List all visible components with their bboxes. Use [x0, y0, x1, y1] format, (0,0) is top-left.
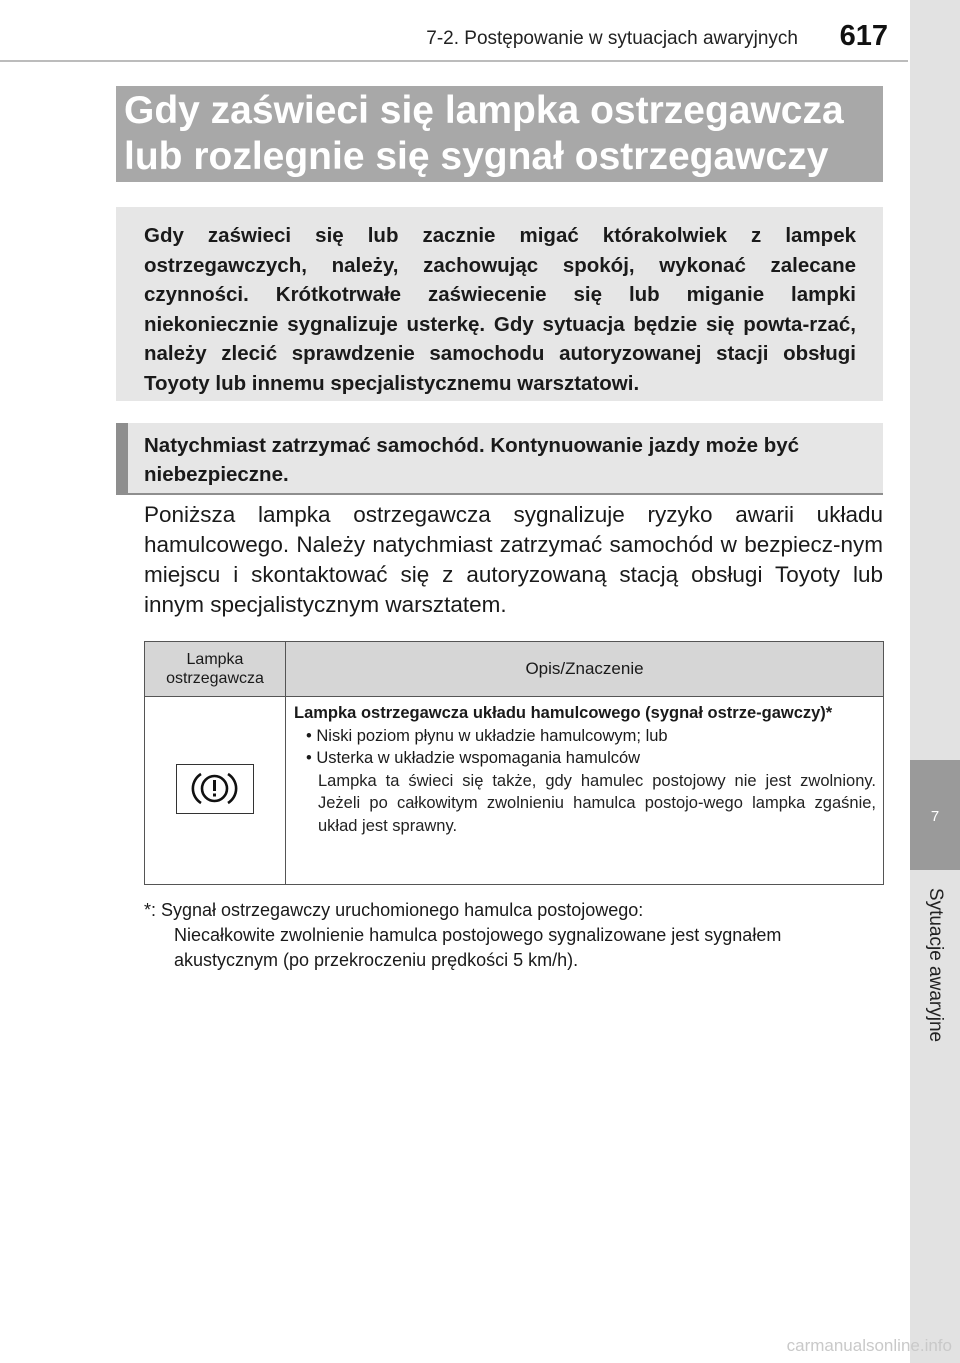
header-divider	[0, 60, 908, 62]
lamp-condition-2: • Usterka w układzie wspomagania hamulców	[306, 749, 641, 767]
section-heading-line-1: Gdy zaświeci się lampka ostrzegawcza	[124, 89, 844, 132]
caution-box	[116, 423, 883, 495]
warning-lamp-table	[144, 641, 884, 885]
lamp-note: Lampka ta świeci się także, gdy hamulec postojowy nie jest zwolniony. Jeżeli po całkowitym zwolnieniu hamulca postojo-wego lampka zgaśnie, układ jest sprawny.	[318, 771, 876, 835]
body-paragraph: Poniższa lampka ostrzegawcza sygnalizuje ryzyko awarii układu hamulcowego. Należy natychmiast zatrzymać samochód w bezpiecz-nym miejscu i skontaktować się z autoryzowaną stacją obsługi Toyoty lub innym specjalistycznym warsztatem.	[144, 502, 883, 617]
footnote	[144, 898, 884, 973]
table-header-row	[145, 642, 883, 697]
section-title: 7-2. Postępowanie w sytuacjach awaryjnych	[426, 28, 798, 49]
page-number: 617	[839, 20, 888, 52]
footnote-line-2: Niecałkowite zwolnienie hamulca postojowego sygnalizowane jest sygnałem akustycznym (po przekroczeniu prędkości 5 km/h).	[174, 925, 782, 970]
lamp-title: Lampka ostrzegawcza układu hamulcowego (sygnał ostrze-gawczy)*	[294, 704, 833, 722]
chapter-label: Sytuacje awaryjne	[925, 887, 946, 1043]
chapter-number: 7	[930, 808, 940, 825]
chapter-sidebar	[910, 0, 960, 1363]
section-heading-line-2: lub rozlegnie się sygnał ostrzegawczy	[124, 135, 829, 178]
column-header-description: Opis/Znaczenie	[525, 659, 644, 678]
brake-warning-icon	[176, 764, 254, 814]
watermark: carmanualsonline.info	[786, 1336, 952, 1355]
section-heading-block	[116, 86, 883, 182]
section-heading	[124, 88, 879, 180]
intro-text: Gdy zaświeci się lub zacznie migać którakolwiek z lampek ostrzegawczych, należy, zachowując spokój, wykonać zalecane czynności. Krótkotrwałe zaświecenie się lub miganie lampki niekoniecznie sygnalizuje usterkę. Gdy sytuacja będzie się powta-rzać, należy zlecić sprawdzenie samochodu autoryzowanej stacji obsługi Toyoty lub innemu specjalistycznemu warsztatowi.	[144, 224, 856, 395]
table-cell-description	[294, 702, 876, 837]
brake-warning-icon-graphic	[177, 765, 252, 812]
footnote-line-1: *: Sygnał ostrzegawczy uruchomionego hamulca postojowego:	[144, 900, 644, 920]
column-header-lamp	[145, 642, 286, 696]
table-cell-lamp	[145, 697, 286, 884]
caution-text: Natychmiast zatrzymać samochód. Kontynuowanie jazdy może być niebezpieczne.	[144, 434, 800, 486]
column-header-lamp-line-1: Lampka	[186, 651, 244, 668]
page-header	[0, 0, 908, 62]
lamp-condition-1: • Niski poziom płynu w układzie hamulcowym; lub	[306, 726, 668, 745]
intro-box	[116, 207, 883, 401]
column-header-lamp-line-2: ostrzegawcza	[166, 670, 264, 687]
